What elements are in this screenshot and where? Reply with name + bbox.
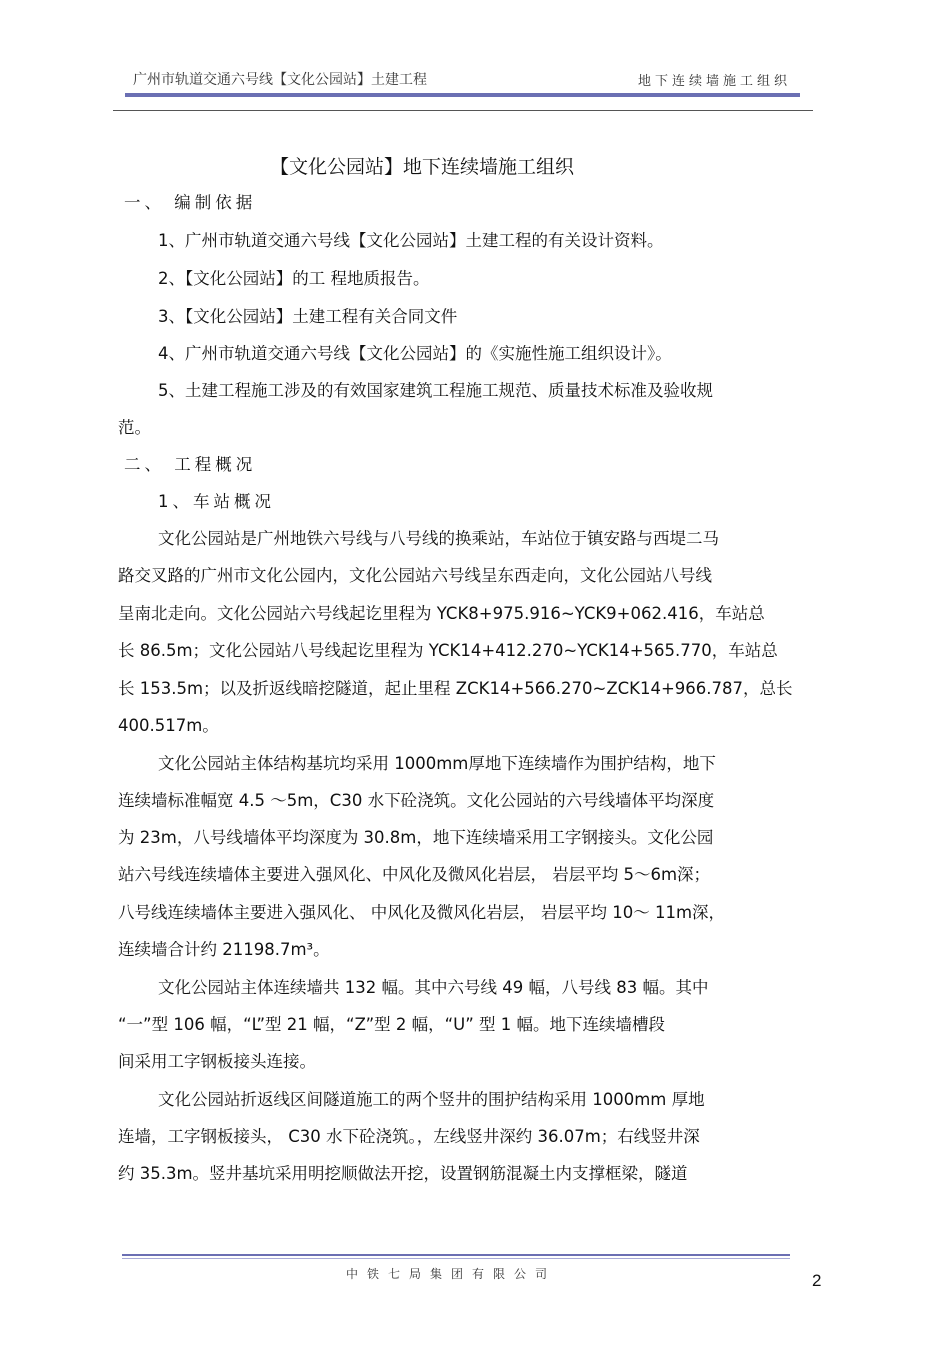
section-2-heading: 二、 工程概况 — [124, 455, 257, 474]
header-underline — [113, 110, 813, 111]
paragraph-line: 间采用工字钢板接头连接。 — [118, 1052, 316, 1071]
basis-item-1: 1、广州市轨道交通六号线【文化公园站】土建工程的有关设计资料。 — [158, 231, 664, 250]
section-1-heading: 一、 编制依据 — [124, 193, 257, 212]
paragraph-line: 连墙，工字钢板接头， C30 水下砼浇筑。，左线竖井深约 36.07m；右线竖井深 — [118, 1127, 700, 1146]
paragraph-line: 连续墙合计约 21198.7m³。 — [118, 940, 330, 959]
paragraph-line: 长 86.5m；文化公园站八号线起讫里程为 YCK14+412.270~YCK14+565.770，车站总 — [118, 641, 778, 660]
basis-item-3: 3、【文化公园站】土建工程有关合同文件 — [158, 307, 458, 326]
basis-item-4: 4、广州市轨道交通六号线【文化公园站】的《实施性施工组织设计》。 — [158, 344, 672, 363]
paragraph-line: 呈南北走向。文化公园站六号线起讫里程为 YCK8+975.916~YCK9+062.416，车站总 — [118, 604, 765, 623]
paragraph-line: “一”型 106 幅，“L”型 21 幅，“Z”型 2 幅，“U” 型 1 幅。地下连续墙槽段 — [118, 1015, 666, 1034]
footer-rule-thin — [122, 1258, 790, 1259]
paragraph-line: 连续墙标准幅宽 4.5 ～5m，C30 水下砼浇筑。文化公园站的六号线墙体平均深度 — [118, 791, 715, 810]
header-rule — [125, 93, 800, 97]
paragraph-line: 八号线连续墙体主要进入强风化、 中风化及微风化岩层， 岩层平均 10～ 11m深， — [118, 903, 726, 922]
footer-company: 中铁七局集团有限公司 — [346, 1267, 557, 1281]
paragraph-line: 文化公园站主体连续墙共 132 幅。其中六号线 49 幅，八号线 83 幅。其中 — [158, 978, 709, 997]
paragraph-line: 文化公园站是广州地铁六号线与八号线的换乘站，车站位于镇安路与西堤二马 — [158, 529, 719, 548]
paragraph-line: 站六号线连续墙体主要进入强风化、中风化及微风化岩层， 岩层平均 5～6m深； — [118, 865, 711, 884]
document-title: 【文化公园站】地下连续墙施工组织 — [270, 156, 575, 178]
paragraph-line: 文化公园站主体结构基坑均采用 1000mm厚地下连续墙作为围护结构，地下 — [158, 754, 716, 773]
paragraph-line: 约 35.3m。竖井基坑采用明挖顺做法开挖，设置钢筋混凝土内支撑框梁，隧道 — [118, 1164, 688, 1183]
basis-item-5: 5、土建工程施工涉及的有效国家建筑工程施工规范、质量技术标准及验收规 — [158, 381, 713, 400]
paragraph-line: 路交叉路的广州市文化公园内，文化公园站六号线呈东西走向，文化公园站八号线 — [118, 566, 712, 585]
paragraph-line: 长 153.5m；以及折返线暗挖隧道，起止里程 ZCK14+566.270~ZCK14+966.787，总长 — [118, 679, 793, 698]
subsection-heading: 1、车站概况 — [158, 492, 275, 511]
basis-item-5-cont: 范。 — [118, 418, 151, 437]
footer-rule — [122, 1254, 790, 1256]
header-right-title: 地下连续墙施工组织 — [638, 74, 792, 89]
page-number: 2 — [812, 1271, 822, 1290]
paragraph-line: 400.517m。 — [118, 716, 219, 735]
basis-item-2: 2、【文化公园站】的工 程地质报告。 — [158, 269, 430, 288]
paragraph-line: 为 23m，八号线墙体平均深度为 30.8m，地下连续墙采用工字钢接头。文化公园 — [118, 828, 714, 847]
paragraph-line: 文化公园站折返线区间隧道施工的两个竖井的围护结构采用 1000mm 厚地 — [158, 1090, 705, 1109]
header-left-title: 广州市轨道交通六号线【文化公园站】土建工程 — [133, 72, 427, 88]
